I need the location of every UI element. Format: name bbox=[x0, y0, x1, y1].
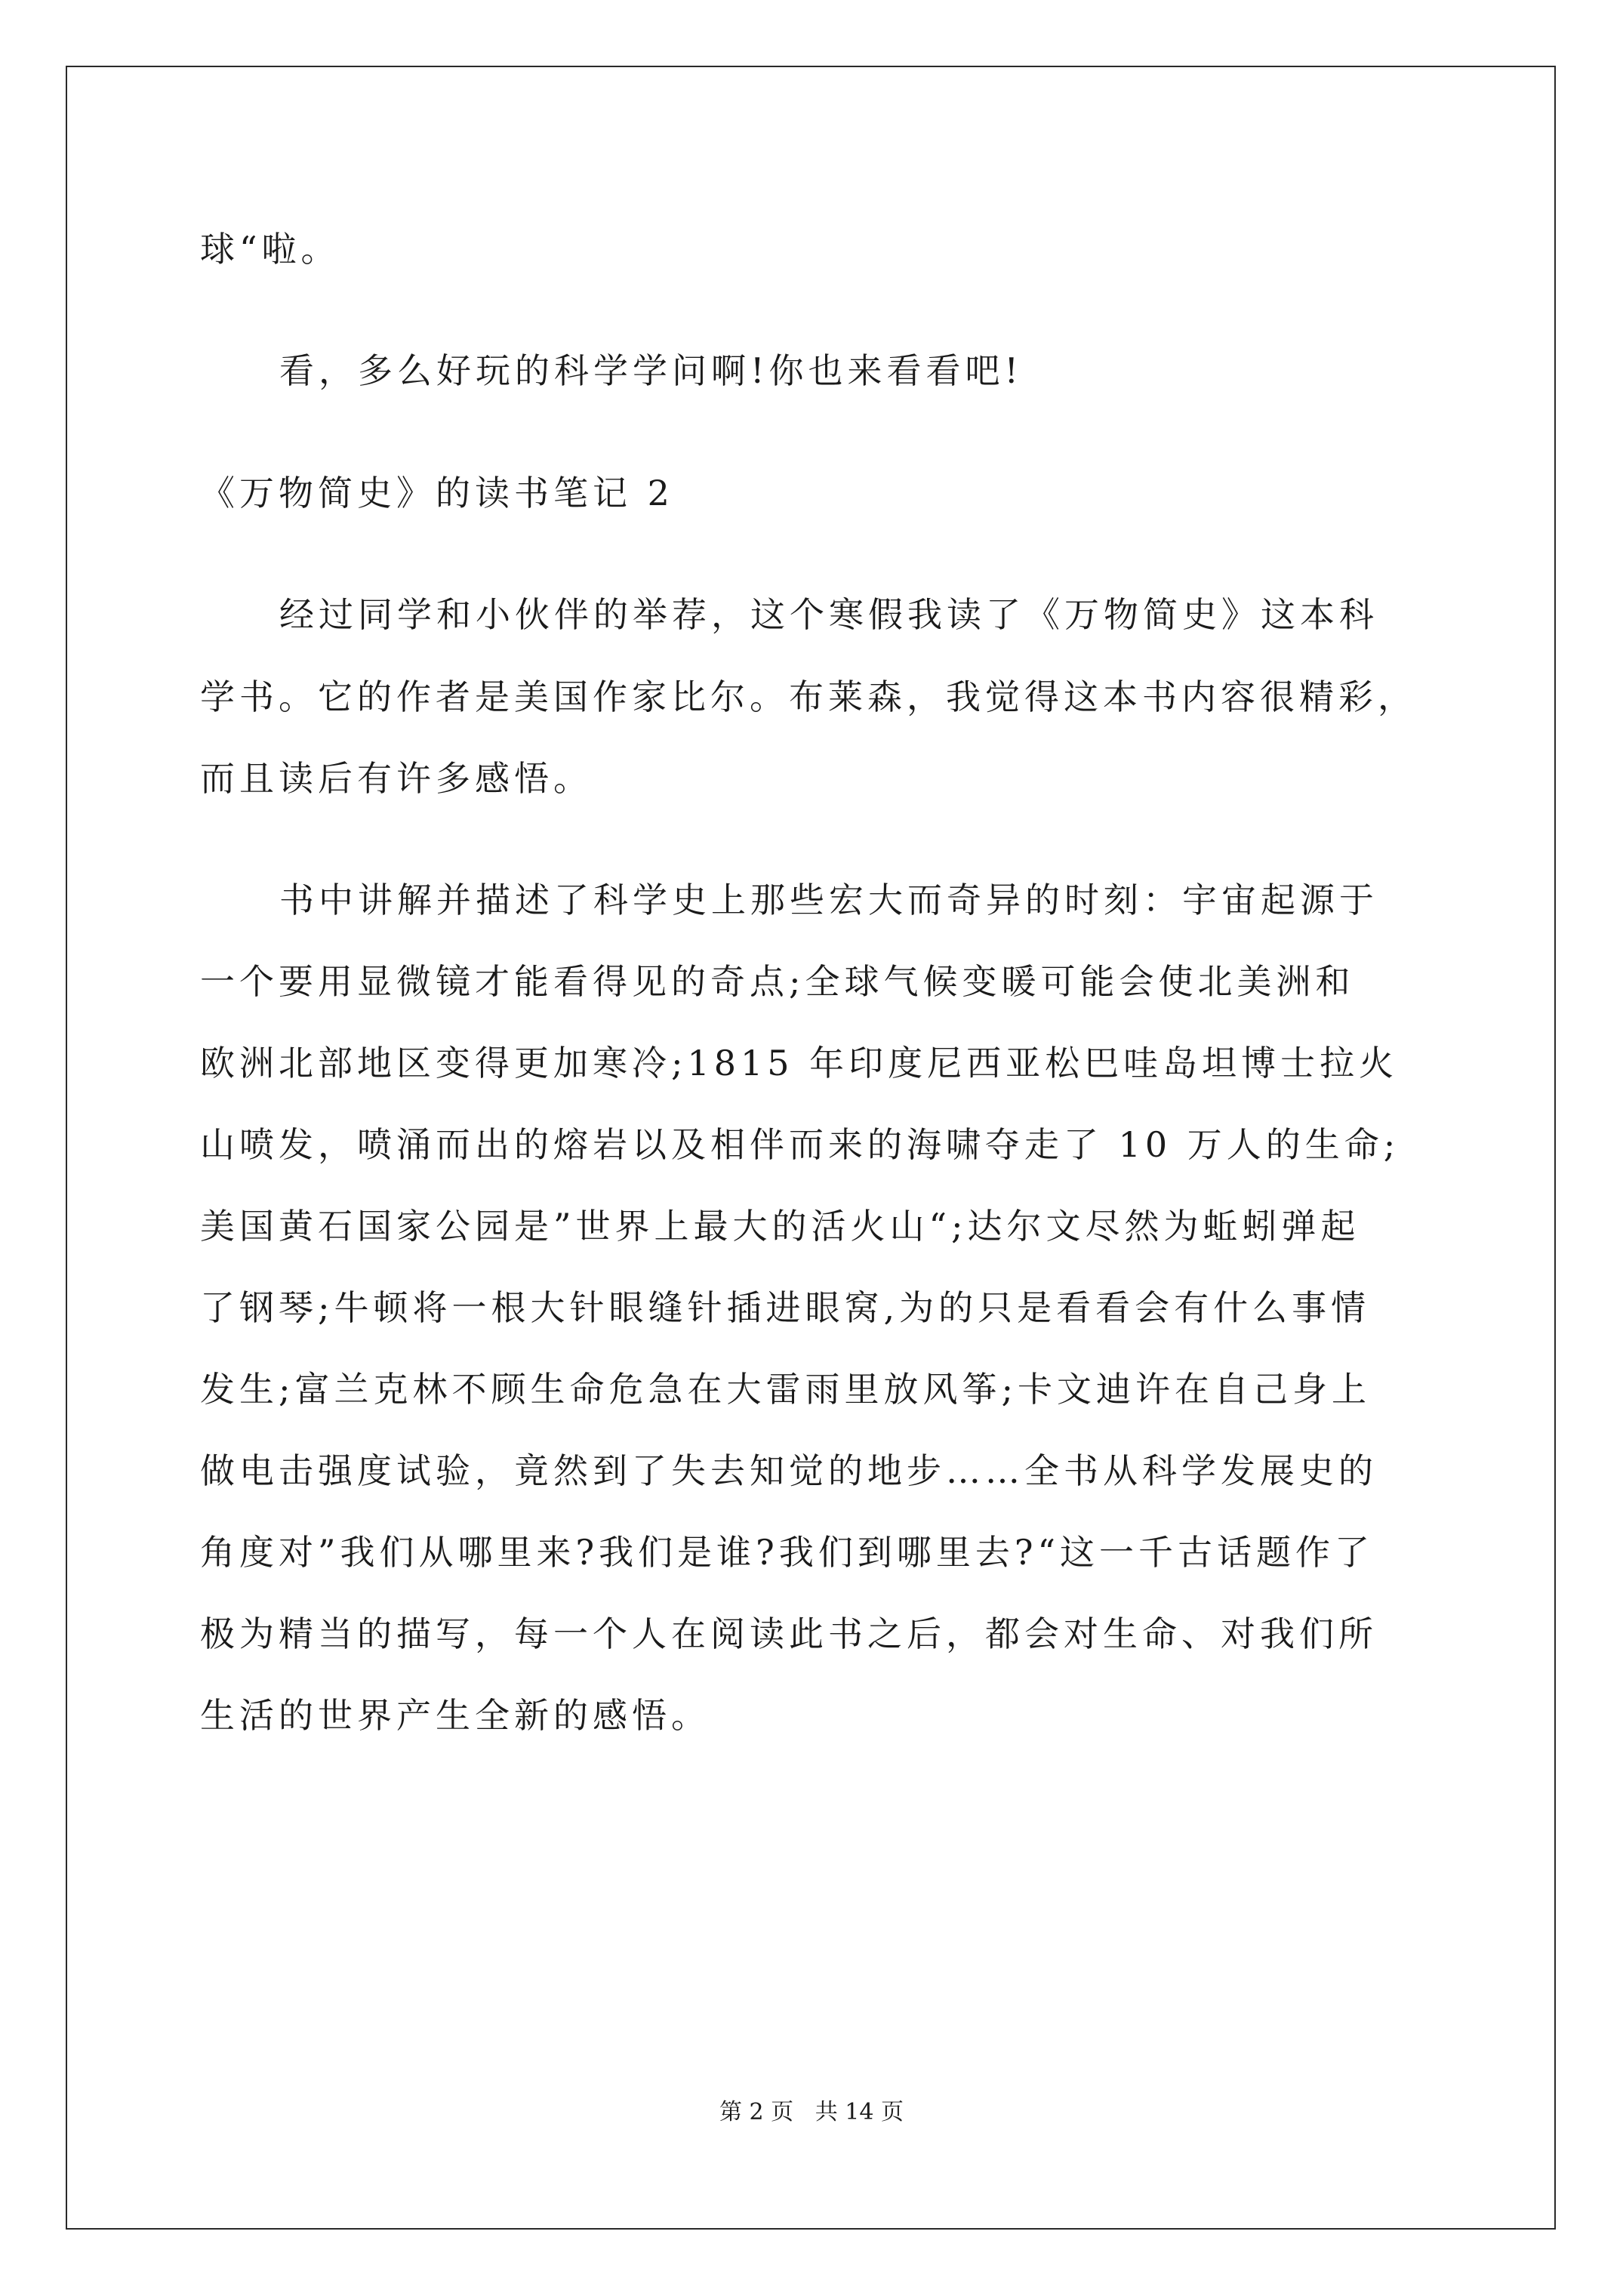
text-line: 发生;富兰克林不顾生命危急在大雷雨里放风筝;卡文迪许在自己身上 bbox=[200, 1369, 1371, 1410]
text-line: 欧洲北部地区变得更加寒冷;1815 年印度尼西亚松巴哇岛坦博士拉火 bbox=[200, 1043, 1399, 1083]
text-line: 角度对”我们从哪里来?我们是谁?我们到哪里去?“这一千古话题作了 bbox=[200, 1532, 1375, 1573]
text-line: 极为精当的描写，每一个人在阅读此书之后，都会对生命、对我们所 bbox=[200, 1613, 1378, 1654]
text-line: 美国黄石国家公园是”世界上最大的活火山“;达尔文尽然为蚯蚓弹起 bbox=[200, 1206, 1360, 1247]
text-line: 而且读后有许多感悟。 bbox=[200, 758, 593, 799]
text-line: 一个要用显微镜才能看得见的奇点;全球气候变暖可能会使北美洲和 bbox=[200, 961, 1355, 1002]
text-line: 球“啦。 bbox=[200, 229, 340, 270]
text-line: 看，多么好玩的科学学问啊!你也来看看吧! bbox=[279, 350, 1023, 391]
page-number-footer: 第 2 页 共 14 页 bbox=[719, 2099, 904, 2125]
section-heading: 《万物简史》的读书笔记 2 bbox=[200, 473, 674, 513]
text-line: 生活的世界产生全新的感悟。 bbox=[200, 1695, 710, 1736]
text-line: 山喷发，喷涌而出的熔岩以及相伴而来的海啸夺走了 10 万人的生命; bbox=[200, 1124, 1400, 1165]
text-line: 做电击强度试验，竟然到了失去知觉的地步……全书从科学发展史的 bbox=[200, 1450, 1378, 1491]
text-line: 学书。它的作者是美国作家比尔。布莱森，我觉得这本书内容很精彩， bbox=[200, 676, 1417, 717]
text-line: 了钢琴;牛顿将一根大针眼缝针插进眼窝,为的只是看看会有什么事情 bbox=[200, 1287, 1371, 1328]
text-line: 书中讲解并描述了科学史上那些宏大而奇异的时刻：宇宙起源于 bbox=[279, 880, 1378, 920]
text-line: 经过同学和小伙伴的举荐，这个寒假我读了《万物简史》这本科 bbox=[279, 594, 1378, 635]
